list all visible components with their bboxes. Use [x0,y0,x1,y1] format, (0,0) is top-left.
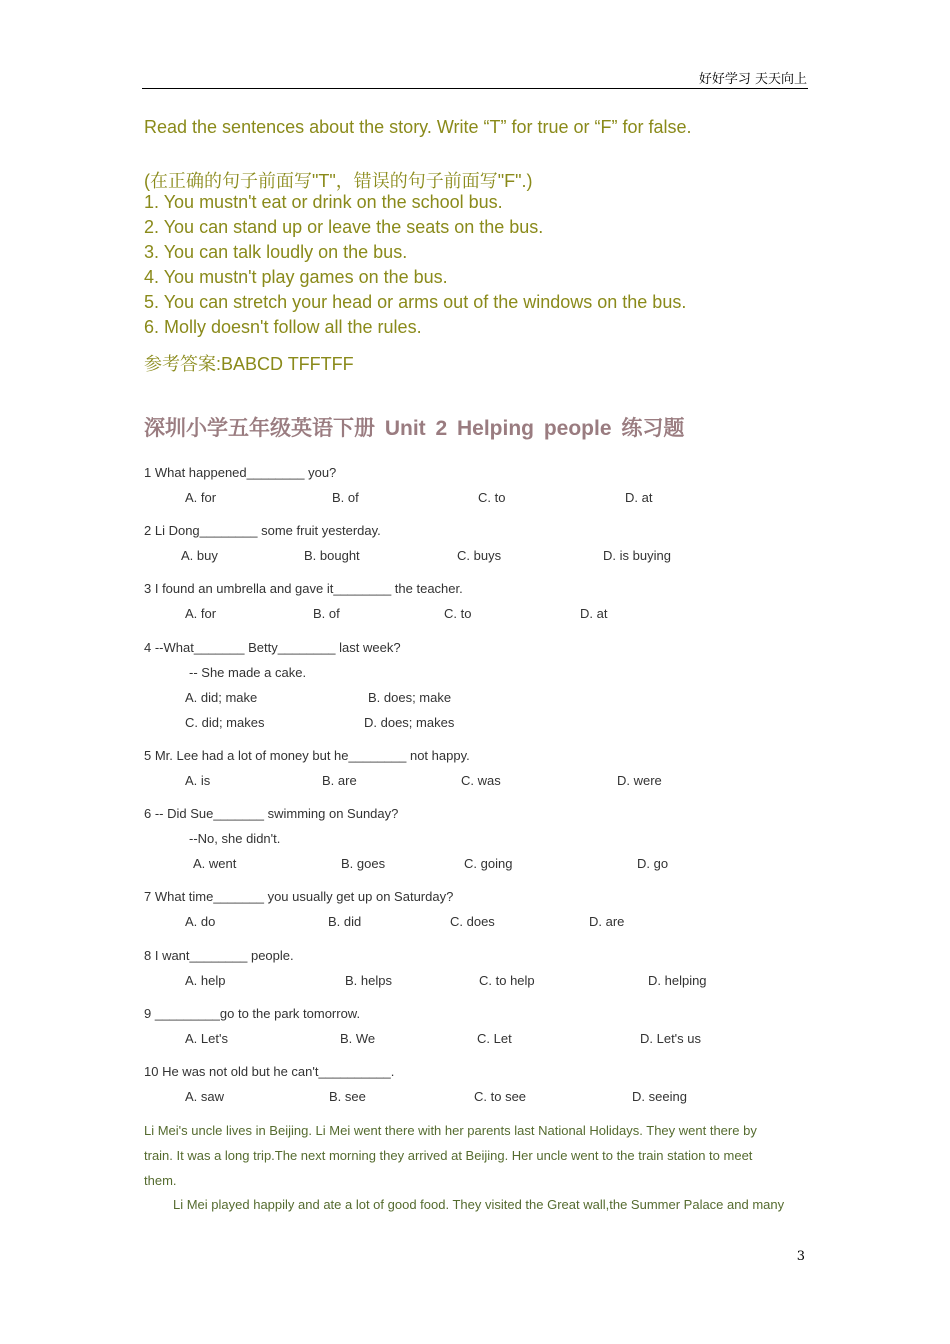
question-stem: 7 What time_______ you usually get up on Saturday? [144,889,454,904]
passage-line: Li Mei played happily and ate a lot of good food. They visited the Great wall,the Summer Palace and many [173,1197,785,1212]
question-stem: 8 I want________ people. [144,948,294,963]
header-rule [142,88,808,89]
header-motto: 好好学习 天天向上 [698,72,807,87]
option-d: D. Let's us [640,1031,702,1046]
instruction-line-2: (在正确的句子前面写"T"，错误的句子前面写"F".) [144,171,533,191]
instruction-line-1: Read the sentences about the story. Write “T” for true or “F” for false. [144,117,692,137]
option-c: C. to [478,490,506,505]
option-a: A. buy [181,548,218,563]
statement: 6. Molly doesn't follow all the rules. [144,317,422,337]
page-number: 3 [796,1249,805,1264]
option-b: B. see [329,1089,366,1104]
option-c: C. did; makes [185,715,265,730]
option-b: B. of [313,606,340,621]
passage-line: them. [144,1173,177,1188]
option-a: A. for [185,490,217,505]
option-a: A. went [193,856,237,871]
statement: 5. You can stretch your head or arms out of the windows on the bus. [144,292,687,312]
statement: 1. You mustn't eat or drink on the school bus. [144,192,503,212]
option-a: A. Let's [185,1031,228,1046]
option-d: D. at [580,606,608,621]
passage-line: Li Mei's uncle lives in Beijing. Li Mei went there with her parents last National Holidays. They went there by [144,1123,757,1138]
option-b: B. goes [341,856,386,871]
question-stem: 6 -- Did Sue_______ swimming on Sunday? [144,806,399,821]
question-reply: -- She made a cake. [189,665,307,680]
option-c: C. Let [477,1031,512,1046]
option-d: D. are [589,914,625,929]
option-c: C. was [461,773,501,788]
option-a: A. did; make [185,690,258,705]
question-stem: 3 I found an umbrella and gave it________ the teacher. [144,581,463,596]
option-c: C. going [464,856,513,871]
option-a: A. do [185,914,216,929]
passage-line: train. It was a long trip.The next morning they arrived at Beijing. Her uncle went to the train station to meet [144,1148,753,1163]
option-c: C. to see [474,1089,527,1104]
question-stem: 1 What happened________ you? [144,465,337,480]
option-d: D. helping [648,973,707,988]
question-stem: 9 _________go to the park tomorrow. [144,1006,361,1021]
question-stem: 4 --What_______ Betty________ last week? [144,640,401,655]
option-d: D. at [625,490,653,505]
option-d: D. seeing [632,1089,687,1104]
statement: 3. You can talk loudly on the bus. [144,242,408,262]
section-title: 深圳小学五年级英语下册 Unit 2 Helping people 练习题 [144,417,685,440]
question-stem: 5 Mr. Lee had a lot of money but he________ not happy. [144,748,470,763]
option-c: C. buys [457,548,502,563]
option-a: A. saw [185,1089,225,1104]
option-b: B. helps [345,973,392,988]
option-a: A. is [185,773,211,788]
option-b: B. bought [304,548,360,563]
option-b: B. We [340,1031,376,1046]
option-a: A. help [185,973,226,988]
question-reply: --No, she didn't. [189,831,281,846]
option-d: D. does; makes [364,715,455,730]
answer-key: 参考答案:BABCD TFFTFF [144,354,354,374]
option-b: B. did [328,914,362,929]
option-c: C. to [444,606,472,621]
option-a: A. for [185,606,217,621]
question-stem: 10 He was not old but he can't__________. [144,1064,395,1079]
statement: 4. You mustn't play games on the bus. [144,267,448,287]
option-b: B. are [322,773,357,788]
question-stem: 2 Li Dong________ some fruit yesterday. [144,523,381,538]
option-d: D. is buying [603,548,671,563]
statement: 2. You can stand up or leave the seats on the bus. [144,217,544,237]
option-d: D. were [617,773,662,788]
option-c: C. does [450,914,495,929]
option-b: B. of [332,490,359,505]
option-b: B. does; make [368,690,452,705]
option-c: C. to help [479,973,535,988]
option-d: D. go [637,856,669,871]
